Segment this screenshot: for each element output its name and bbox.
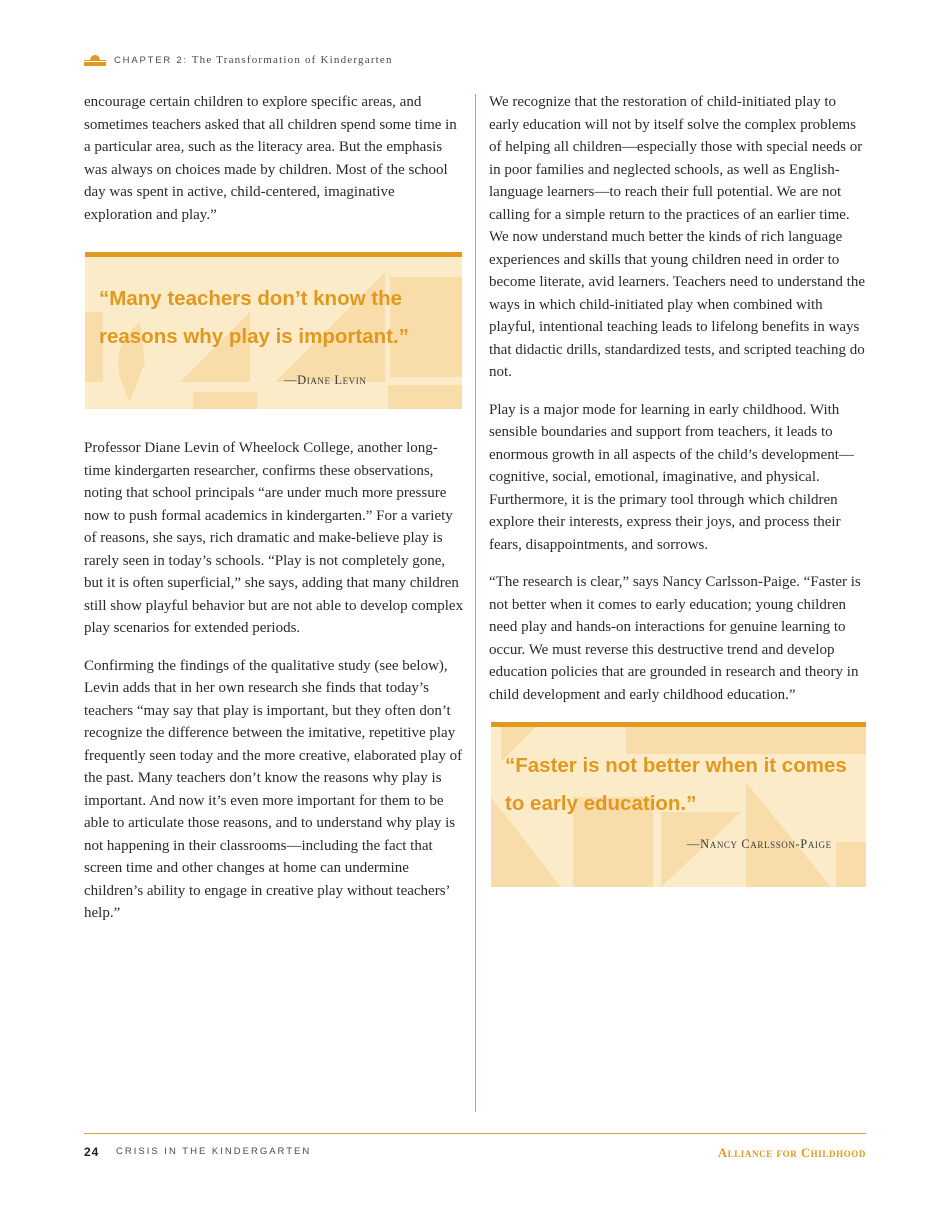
body-paragraph: Professor Diane Levin of Wheelock College, another long-time kindergarten researcher, confirms these observations, noting that school principals “are under much more pressure now to push formal academics in kindergarten.” For a variety of reasons, she says, rich dramatic and make-believe play is rarely seen in today’s schools. “Play is not completely gone, but it is often superficial,” she says, adding that many children still show playful behavior but are not able to develop complex play scenarios for extended periods. [84,440,464,636]
chapter-label: CHAPTER 2: [114,55,188,66]
pull-quote-carlsson-paige [491,722,866,887]
pull-quote-attribution: —Nancy Carlsson-Paige [687,837,832,851]
pull-quote-text: “Many teachers don’t know the reasons why play is important.” [99,287,409,348]
body-paragraph: “The research is clear,” says Nancy Carlsson-Paige. “Faster is not better when it comes to early education; young children need play and hands-on interactions for genuine learning to occur. We must reverse this destructive trend and develop education policies that are grounded in research and theory in child development and early childhood education.” [489,574,861,703]
column-divider [475,94,476,1112]
chapter-heading [114,54,393,66]
quote-accent-bar [491,722,866,727]
pull-quote-levin [85,252,462,409]
left-column [84,91,464,940]
footer-rule [84,1133,866,1134]
body-paragraph: encourage certain children to explore specific areas, and sometimes teachers asked that all children spend some time in a particular area, such as the literacy area. But the emphasis was always on choices made by children. Most of the school day was spent in active, child-centered, imaginative exploration and play.” [84,94,457,223]
running-header [84,52,584,72]
chapter-title: The Transformation of Kindergarten [191,54,393,66]
quote-accent-bar [85,252,462,257]
blocks-logo-icon [84,52,106,66]
body-paragraph: Confirming the findings of the qualitative study (see below), Levin adds that in her own research she finds that today’s teachers “may say that play is important, but they often don’t recognize the difference between the imitative, repetitive play frequently seen today and the more creative, elaborated play of the past. Many teachers don’t know the reasons why play is important. And now it’s even more important for them to be able to articulate those reasons, and to understand why play is not happening in their classrooms—including the fact that screen time and other changes at home can undermine children’s ability to engage in creative play without teachers’ help.” [84,657,463,921]
body-paragraph: Play is a major mode for learning in early childhood. With sensible boundaries and support from teachers, it leads to enormous growth in all aspects of the child’s development—cognitive, social, emotional, imaginative, and physical. Furthermore, it is the primary tool through which children explore their interests, express their joys, and process their fears, disappointments, and sorrows. [489,401,854,553]
pull-quote-attribution: —Diane Levin [284,373,367,387]
organization-name: Alliance for Childhood [717,1146,866,1160]
body-paragraph: We recognize that the restoration of child-initiated play to early education will not by itself solve the complex problems of helping all children—especially those with special needs or in poor families and neglected schools, as well as English-language learners—to reach their full potential. We are not calling for a simple return to the practices of an earlier time. We now understand much better the kinds of rich language experiences and skills that young children need in order to become literate, avid learners. Teachers need to understand the ways in which child-initiated play when combined with playful, intentional teaching leads to lifelong benefits in ways that didactic drills, standardized tests, and scripted teaching do not. [489,94,866,380]
right-column [489,91,867,887]
publication-title: CRISIS IN THE KINDERGARTEN [116,1146,312,1157]
page-number: 24 [84,1145,100,1159]
pull-quote-text: “Faster is not better when it comes to early education.” [505,754,847,815]
